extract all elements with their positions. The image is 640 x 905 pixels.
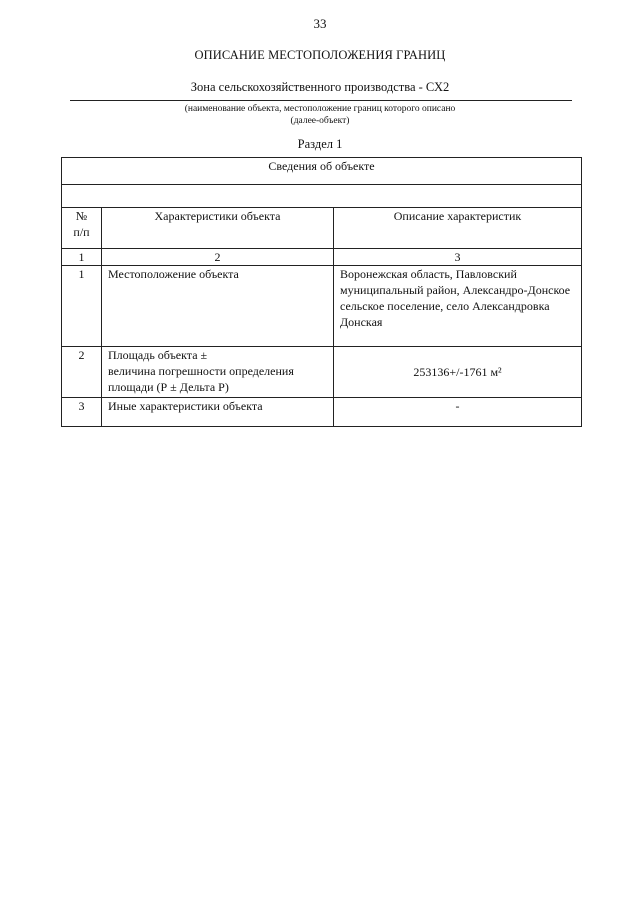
row-number: 2 [62,347,102,398]
object-info-table [61,157,582,427]
row-characteristic [102,347,334,398]
page-number: 33 [313,16,327,31]
col-number-2: 2 [102,249,334,266]
col-number-1: 1 [62,249,102,266]
col-head-number [62,208,102,249]
column-headers-row [62,208,582,249]
underline-rule [70,100,572,101]
table-header-row [62,158,582,185]
document-title: ОПИСАНИЕ МЕСТОПОЛОЖЕНИЯ ГРАНИЦ [194,48,446,62]
table-header: Сведения об объекте [62,158,582,185]
caption-line-2: (далее-объект) [290,116,350,126]
row-description: Воронежская область, Павловский муниципальный район, Александро-Донское сельское поселение, село Александровка Донская [334,266,582,347]
table-blank-row [62,185,582,208]
table-row [62,347,582,398]
col-head-number-line2: п/п [73,225,90,239]
row-characteristic: Иные характеристики объекта [102,398,334,427]
col-head-description: Описание характеристик [334,208,582,249]
row-characteristic-line: Площадь объекта ± [108,348,208,362]
col-head-characteristic: Характеристики объекта [102,208,334,249]
underline-caption [0,103,640,127]
blank-cell [62,185,582,208]
object-name: Зона сельскохозяйственного производства - СХ2 [190,80,450,94]
column-numbers-row [62,249,582,266]
table-row [62,398,582,427]
table-row [62,266,582,347]
row-number: 1 [62,266,102,347]
row-description: - [334,398,582,427]
col-number-3: 3 [334,249,582,266]
row-characteristic-line: величина погрешности определения [108,364,294,378]
caption-line-1: (наименование объекта, местоположение границ которого описано [184,104,456,114]
col-head-number-line1: № [75,209,88,223]
row-characteristic: Местоположение объекта [102,266,334,347]
row-characteristic-line: площади (Р ± Дельта Р) [108,380,229,394]
row-number: 3 [62,398,102,427]
row-description: 253136+/-1761 м² [334,347,582,398]
section-label: Раздел 1 [297,137,343,151]
